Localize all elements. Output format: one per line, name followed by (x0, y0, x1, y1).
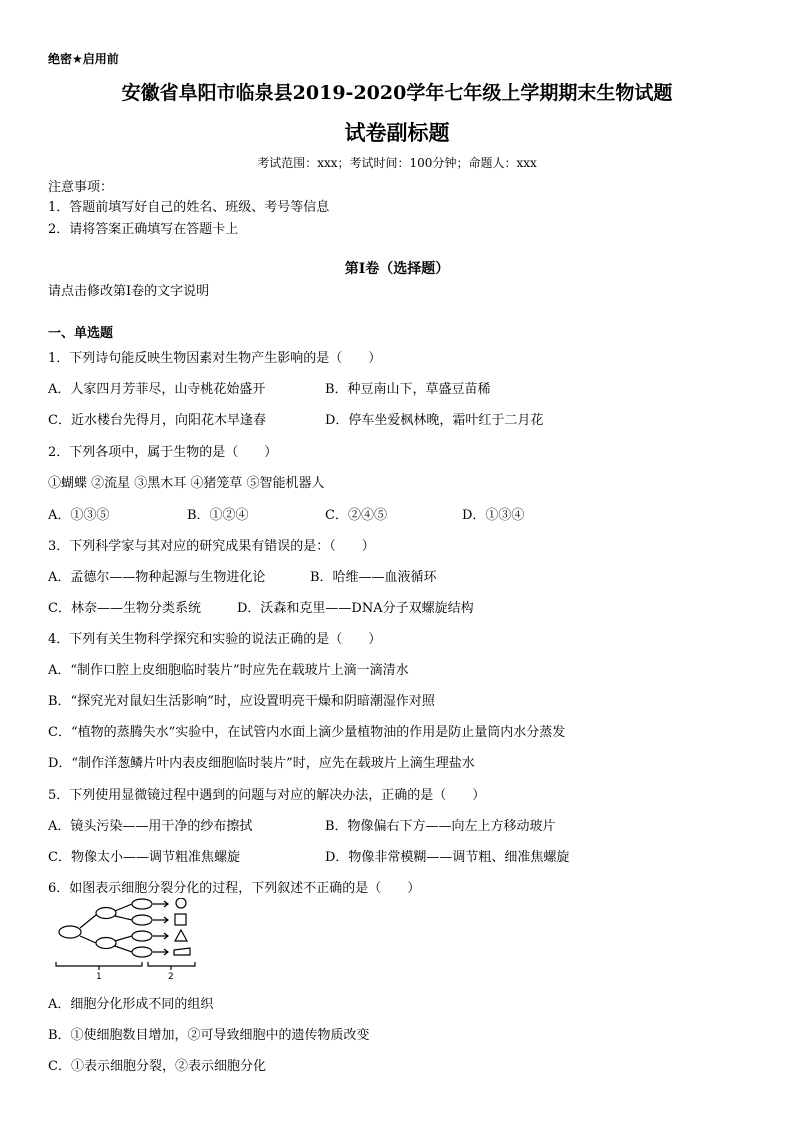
option-d: D．停车坐爱枫林晚，霜叶红于二月花 (325, 413, 544, 428)
option-c: C．物像太小——调节粗准焦螺旋 (48, 850, 240, 865)
question-stem: 3．下列科学家与其对应的研究成果有错误的是：（ ） (48, 539, 375, 554)
exam-info: 考试范围：xxx；考试时间：100分钟；命题人：xxx (257, 156, 537, 170)
question-stem: 2．下列各项中，属于生物的是（ ） (48, 445, 278, 460)
option-c: C．“植物的蒸腾失水”实验中，在试管内水面上滴少量植物油的作用是防止量筒内水分蒸发 (48, 725, 566, 740)
option-c: C．②④⑤ (325, 508, 387, 523)
option-a: A．人家四月芳菲尽，山寺桃花始盛开 (48, 382, 266, 397)
figure-label-1: 1 (96, 972, 102, 980)
notes-heading: 注意事项： (48, 180, 114, 195)
option-c: C．林奈——生物分类系统 (48, 601, 201, 616)
secret-label: 绝密★启用前 (48, 52, 119, 66)
option-a: A．镜头污染——用干净的纱布擦拭 (48, 819, 253, 834)
option-b: B．哈维——血液循环 (310, 570, 437, 585)
option-b: B．“探究光对鼠妇生活影响”时，应设置明亮干燥和阴暗潮湿作对照 (48, 694, 435, 709)
option-a: A．①③⑤ (48, 508, 110, 523)
option-b: B．①②④ (187, 508, 249, 523)
note-item: 2．请将答案正确填写在答题卡上 (48, 222, 239, 237)
part1-description[interactable]: 请点击修改第I卷的文字说明 (48, 284, 210, 299)
option-b: B．①使细胞数目增加，②可导致细胞中的遗传物质改变 (48, 1028, 370, 1043)
note-item: 1．答题前填写好自己的姓名、班级、考号等信息 (48, 200, 330, 215)
option-a: A．孟德尔——物种起源与生物进化论 (48, 570, 266, 585)
option-d: D．①③④ (462, 508, 525, 523)
section-title: 一、单选题 (48, 326, 114, 341)
option-b: B．物像偏右下方——向左上方移动玻片 (325, 819, 556, 834)
question-stem: 4．下列有关生物科学探究和实验的说法正确的是（ ） (48, 632, 382, 647)
option-a: A．“制作口腔上皮细胞临时装片”时应先在载玻片上滴一滴清水 (48, 663, 409, 678)
question-stem: 5．下列使用显微镜过程中遇到的问题与对应的解决办法，正确的是（ ） (48, 788, 486, 803)
option-c: C．近水楼台先得月，向阳花木早逢春 (48, 413, 266, 428)
question-stem: 1．下列诗句能反映生物因素对生物产生影响的是（ ） (48, 351, 382, 366)
option-d: D．“制作洋葱鳞片叶内表皮细胞临时装片”时，应先在载玻片上滴生理盐水 (48, 756, 475, 771)
option-d: D．物像非常模糊——调节粗、细准焦螺旋 (325, 850, 570, 865)
part1-title: 第I卷（选择题） (344, 261, 450, 277)
option-a: A．细胞分化形成不同的组织 (48, 997, 214, 1012)
question-items: ①蝴蝶 ②流星 ③黑木耳 ④猪笼草 ⑤智能机器人 (48, 476, 325, 491)
option-d: D．沃森和克里——DNA分子双螺旋结构 (237, 601, 474, 616)
cell-division-figure (50, 898, 210, 980)
option-b: B．种豆南山下，草盛豆苗稀 (325, 382, 491, 397)
exam-subtitle: 试卷副标题 (344, 120, 450, 145)
figure-label-2: 2 (168, 972, 174, 980)
option-c: C．①表示细胞分裂，②表示细胞分化 (48, 1059, 266, 1074)
exam-title: 安徽省阜阳市临泉县2019-2020学年七年级上学期期末生物试题 (121, 82, 673, 104)
question-stem: 6．如图表示细胞分裂分化的过程，下列叙述不正确的是（ ） (48, 881, 421, 896)
